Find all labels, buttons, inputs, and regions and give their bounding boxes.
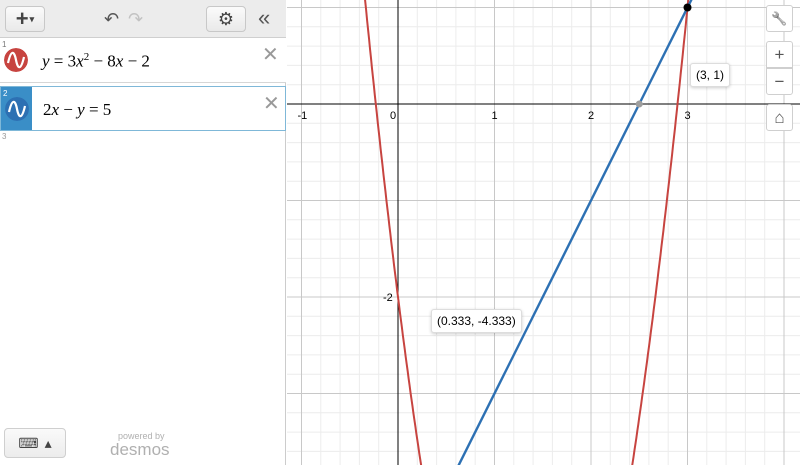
expression-math[interactable]: $y = 3x^2 - 8x - 2$ xyxy=(42,51,150,71)
redo-icon[interactable]: ↷ xyxy=(128,9,144,29)
point-label-intersection-1: (3, 1) xyxy=(690,63,730,87)
wrench-icon: 🔧 xyxy=(771,10,788,26)
minus-icon: − xyxy=(774,71,785,91)
zoom-out-button[interactable] xyxy=(766,68,793,95)
x-tick-label: -1 xyxy=(297,110,308,122)
expression-item-2[interactable] xyxy=(0,86,286,131)
x-tick-label: 1 xyxy=(491,110,498,122)
x-tick-label: 3 xyxy=(684,110,691,122)
collapse-panel-icon[interactable]: « xyxy=(258,5,271,30)
keypad-toggle-button[interactable] xyxy=(4,428,66,458)
delete-expression-icon[interactable]: ✕ xyxy=(262,44,279,66)
desmos-logo[interactable]: desmos xyxy=(110,440,170,459)
expression-number: 2 xyxy=(3,89,8,98)
undo-icon[interactable]: ↶ xyxy=(104,9,120,29)
delete-expression-icon[interactable]: ✕ xyxy=(263,93,280,115)
chevron-down-icon: ▾ xyxy=(29,13,35,24)
plus-icon: + xyxy=(15,6,29,31)
expression-item-3[interactable] xyxy=(0,131,31,169)
expression-panel xyxy=(0,0,286,465)
chevron-up-icon: ▴ xyxy=(44,434,52,451)
powered-by-text: powered by xyxy=(118,431,165,441)
point-label-intersection-2: (0.333, -4.333) xyxy=(431,309,522,333)
zoom-in-button[interactable] xyxy=(766,41,793,68)
x-tick-label: 2 xyxy=(588,110,595,122)
intercept-point xyxy=(636,101,643,108)
expression-number: 3 xyxy=(2,132,7,141)
expression-math[interactable]: 2x − y = 5 xyxy=(43,100,112,119)
expression-item-1[interactable] xyxy=(0,38,286,83)
plus-icon: + xyxy=(774,44,785,64)
default-viewport-button[interactable] xyxy=(766,104,793,131)
graph-paper[interactable] xyxy=(287,0,800,465)
intersection-point[interactable] xyxy=(684,4,692,12)
y-tick-label: -2 xyxy=(383,292,393,304)
home-icon: ⌂ xyxy=(774,107,785,127)
curve-style-icon[interactable] xyxy=(4,48,28,72)
keyboard-icon: ⌨ xyxy=(18,434,39,451)
expression-toolbar xyxy=(0,0,286,38)
settings-button[interactable] xyxy=(206,6,246,32)
x-tick-label: 0 xyxy=(390,110,397,122)
curve-style-icon[interactable] xyxy=(5,97,29,121)
gear-icon: ⚙ xyxy=(217,8,235,29)
expression-number: 1 xyxy=(2,40,7,49)
add-item-button[interactable] xyxy=(5,6,45,32)
graph-settings-button[interactable] xyxy=(766,5,793,32)
